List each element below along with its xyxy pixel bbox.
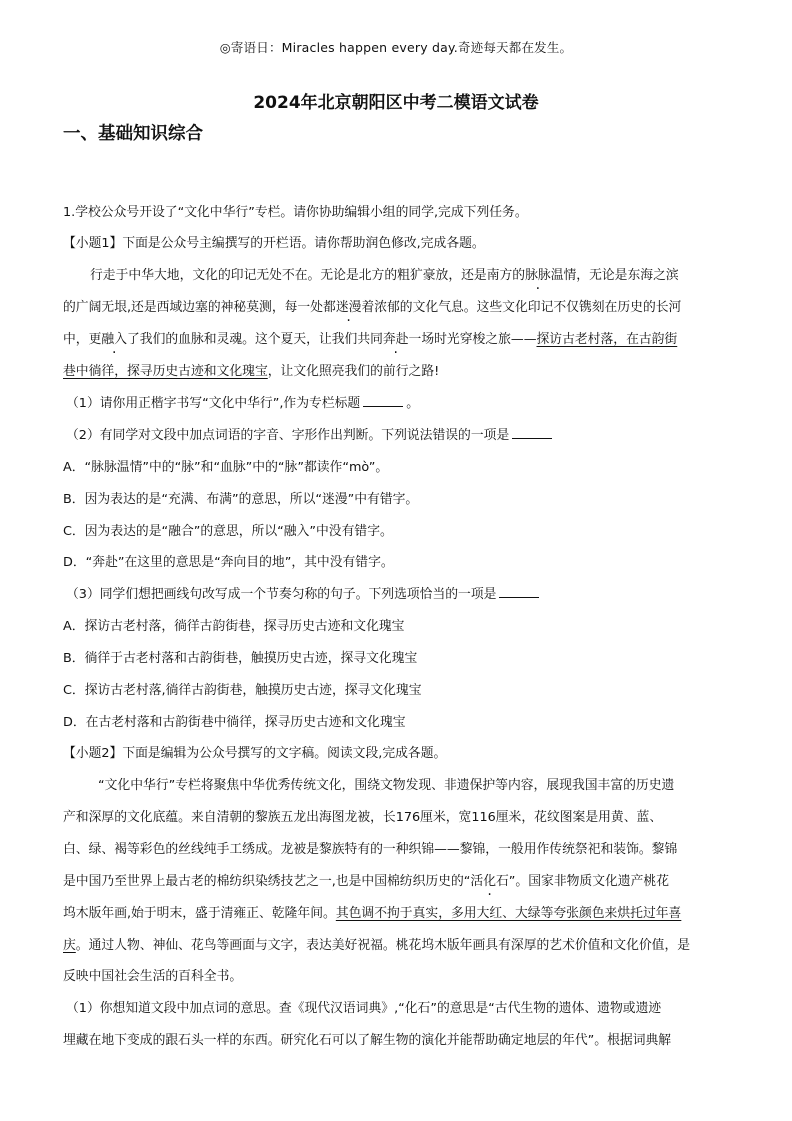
option-b: B．徜徉于古老村落和古韵街巷，触摸历史古迹，探寻文化瑰宝 [63,651,418,666]
subquestion-2-heading: 【小题2】下面是编辑为公众号撰写的文字稿。阅读文段,完成各题。 [63,746,447,761]
option-d: D．在古老村落和古韵街巷中徜徉，探寻历史古迹和文化瑰宝 [63,715,406,730]
section-heading: 一、基础知识综合 [63,124,203,144]
page-header-motto: ◎寄语日：Miracles happen every day.奇迹每天都在发生。 [219,40,573,55]
passage2-line: 反映中国社会生活的百科全书。 [63,969,243,984]
passage2-line: 坞木版年画,始于明末，盛于清雍正、乾隆年间。其色调不拘于真实，多用大红、大绿等夸张颜色来烘托过年喜 [63,906,682,921]
passage2-line: 是中国乃至世界上最古老的棉纺织染绣技艺之一,也是中国棉纺织历史的“活化石”。国家非物质文化遗产桃花 [63,874,669,889]
answer-blank[interactable] [363,394,403,407]
passage2-line: 庆。通过人物、神仙、花鸟等画面与文字，表达美好祝福。桃花坞木版年画具有深厚的艺术价值和文化价值，是 [63,938,691,953]
dotted-word: 融入 [101,332,127,347]
passage2-line: “文化中华行”专栏将聚焦中华优秀传统文化，围绕文物发现、非遗保护等内容，展现我国丰富的历史遗 [98,778,675,793]
option-c: C．探访古老村落,徜徉古韵街巷，触摸历史古迹，探寻文化瑰宝 [63,683,422,698]
question-1-1: （1）请你用正楷字书写“文化中华行”,作为专栏标题 。 [66,396,420,411]
passage2-line: 白、绿、褐等彩色的丝线纯手工绣成。龙被是黎族特有的一种织锦——黎锦，一般用作传统祭祀和装饰。黎锦 [63,842,678,857]
underlined-sentence: 巷中徜徉，探寻历史古迹和文化瑰宝 [63,364,268,379]
subquestion-1-heading: 【小题1】下面是公众号主编撰写的开栏语。请你帮助润色修改,完成各题。 [63,236,485,251]
option-d: D．“奔赴”在这里的意思是“奔向目的地”，其中没有错字。 [63,555,394,570]
question-2-1-cont: 埋藏在地下变成的跟石头一样的东西。研究化石可以了解生物的演化并能帮助确定地层的年代”。根据词典解 [63,1033,672,1048]
underlined-sentence: 庆 [63,938,76,953]
option-a: A．探访古老村落，徜徉古韵街巷，探寻历史古迹和文化瑰宝 [63,619,405,634]
answer-blank[interactable] [512,426,552,439]
answer-blank[interactable] [499,585,539,598]
passage1-line: 巷中徜徉，探寻历史古迹和文化瑰宝，让文化照亮我们的前行之路! [63,364,440,379]
dotted-word: 脉脉 [525,268,551,283]
question-1-2: （2）有同学对文段中加点词语的字音、字形作出判断。下列说法错误的一项是 [66,424,555,443]
question-intro: 1.学校公众号开设了“文化中华行”专栏。请你协助编辑小组的同学,完成下列任务。 [63,205,528,220]
page-title: 2024年北京朝阳区中考二模语文试卷 [253,93,539,113]
option-c: C．因为表达的是“融合”的意思，所以“融入”中没有错字。 [63,524,393,539]
dotted-word: 迷漫 [335,300,362,315]
underlined-sentence: 探访古老村落，在古韵街 [536,332,678,347]
underlined-sentence: 其色调不拘于真实，多用大红、大绿等夸张颜色来烘托过年喜 [335,906,682,921]
passage1-line: 的广阔无垠,还是西域边塞的神秘莫测，每一处都迷漫着浓郁的文化气息。这些文化印记不仅镌刻在历史的长河 [63,300,682,315]
option-b: B．因为表达的是“充满、布满”的意思，所以“迷漫”中有错字。 [63,492,419,507]
dotted-word: 奔赴 [382,332,409,347]
question-1-3: （3）同学们想把画线句改写成一个节奏匀称的句子。下列选项恰当的一项是 [66,583,542,602]
dotted-word: 活化石 [470,874,509,889]
question-2-1: （1）你想知道文段中加点词的意思。查《现代汉语词典》,“化石”的意思是“古代生物的遗体、遗物或遗迹 [66,1001,662,1016]
passage2-line: 产和深厚的文化底蕴。来自清朝的黎族五龙出海图龙被，长176厘米，宽116厘米，花纹图案是用黄、蓝、 [63,810,663,825]
passage1-line: 中，更融入了我们的血脉和灵魂。这个夏天，让我们共同奔赴一场时光穿梭之旅——探访古老村落，在古韵街 [63,332,678,347]
passage1-line: 行走于中华大地，文化的印记无处不在。无论是北方的粗犷豪放，还是南方的脉脉温情，无论是东海之滨 [90,268,679,283]
option-a: A．“脉脉温情”中的“脉”和“血脉”中的“脉”都读作“mò”。 [63,460,389,475]
